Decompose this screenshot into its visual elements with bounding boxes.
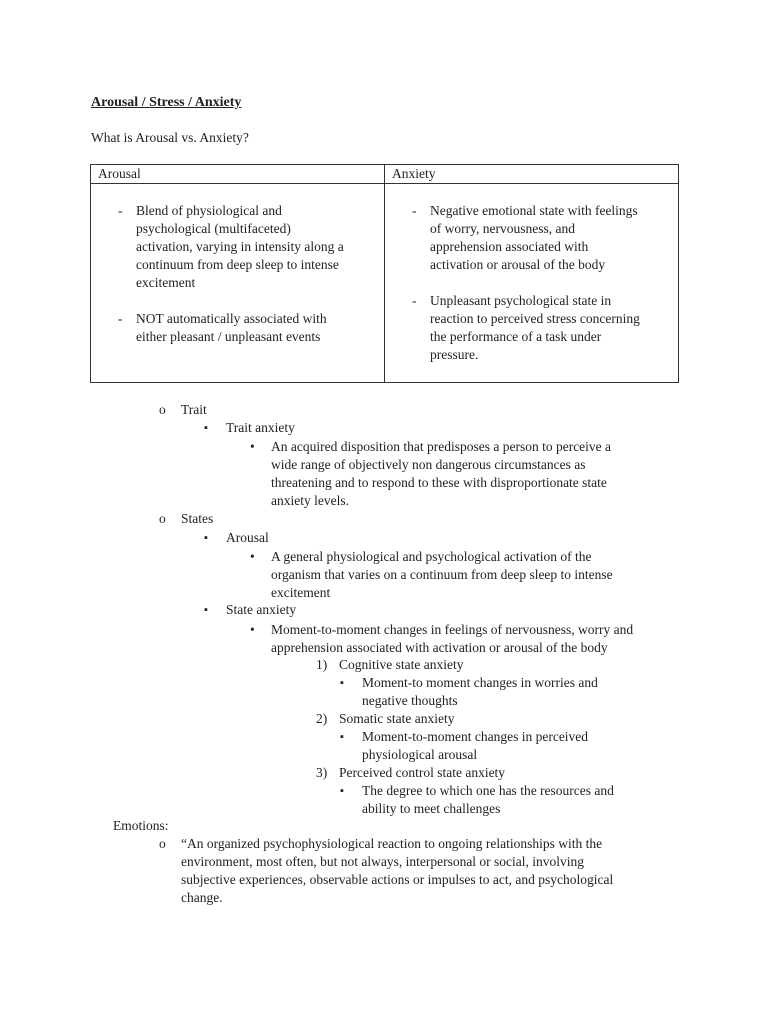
square-bullet-icon: ▪ — [340, 677, 344, 689]
circle-bullet-icon: o — [159, 402, 166, 417]
text-line: organism that varies on a continuum from deep sleep to intense — [271, 567, 613, 582]
anxiety-point — [385, 292, 672, 364]
outline-item-trait-anxiety: Trait anxiety — [226, 420, 295, 435]
text-line: environment, most often, but not always, interpersonal or social, involving — [181, 854, 585, 869]
square-bullet-icon: ▪ — [340, 785, 344, 797]
type-cognitive-label: Cognitive state anxiety — [339, 657, 464, 672]
trait-anxiety-definition — [271, 438, 611, 510]
text-line: apprehension associated with — [430, 239, 589, 254]
text-line: reaction to perceived stress concerning — [430, 311, 640, 326]
outline-item-states: States — [181, 511, 214, 526]
outline-item-state-anxiety: State anxiety — [226, 602, 297, 617]
round-bullet-icon: • — [250, 622, 255, 637]
comparison-table — [90, 164, 679, 383]
table-header-arousal: Arousal — [91, 165, 385, 184]
text-line: physiological arousal — [362, 747, 478, 762]
text-line: A general physiological and psychological activation of the — [271, 549, 592, 564]
text-line: Moment-to-moment changes in feelings of nervousness, worry and — [271, 622, 634, 637]
text-line: Moment-to moment changes in worries and — [362, 675, 598, 690]
text-line: An acquired disposition that predisposes a person to perceive a — [271, 439, 612, 454]
arousal-cell — [91, 184, 385, 383]
square-bullet-icon: ▪ — [204, 604, 208, 616]
round-bullet-icon: • — [250, 549, 255, 564]
text-line: Blend of physiological and — [136, 203, 282, 218]
text-line: wide range of objectively non dangerous circumstances as — [271, 457, 586, 472]
page-title: Arousal / Stress / Anxiety — [91, 95, 242, 110]
outline-item-arousal: Arousal — [226, 530, 269, 545]
text-line: The degree to which one has the resources and — [362, 783, 614, 798]
table-header-anxiety: Anxiety — [385, 165, 679, 184]
type-perceived-control-detail — [362, 782, 614, 818]
text-line: negative thoughts — [362, 693, 458, 708]
text-line: of worry, nervousness, and — [430, 221, 575, 236]
text-line: Negative emotional state with feelings — [430, 203, 638, 218]
dash-marker: - — [118, 203, 123, 218]
arousal-definition — [271, 548, 613, 602]
square-bullet-icon: ▪ — [204, 422, 208, 434]
list-number: 1) — [316, 657, 328, 672]
question-line: What is Arousal vs. Anxiety? — [91, 130, 249, 145]
text-line: continuum from deep sleep to intense — [136, 257, 339, 272]
text-line: ability to meet challenges — [362, 801, 501, 816]
emotions-heading: Emotions: — [113, 818, 169, 833]
dash-marker: - — [412, 293, 417, 308]
type-perceived-control-label: Perceived control state anxiety — [339, 765, 506, 780]
text-line: apprehension associated with activation or arousal of the body — [271, 640, 608, 655]
arousal-point — [91, 310, 378, 346]
text-line: activation or arousal of the body — [430, 257, 606, 272]
text-line: change. — [181, 890, 223, 905]
text-line: either pleasant / unpleasant events — [136, 329, 321, 344]
text-line: psychological (multifaceted) — [136, 221, 291, 236]
circle-bullet-icon: o — [159, 836, 166, 851]
emotions-definition — [181, 835, 613, 907]
type-cognitive-detail — [362, 674, 598, 710]
text-line: Unpleasant psychological state in — [430, 293, 612, 308]
anxiety-point — [385, 202, 672, 274]
text-line: Moment-to-moment changes in perceived — [362, 729, 589, 744]
text-line: subjective experiences, observable actions or impulses to act, and psychological — [181, 872, 614, 887]
text-line: the performance of a task under — [430, 329, 602, 344]
text-line: excitement — [136, 275, 196, 290]
dash-marker: - — [412, 203, 417, 218]
arousal-point — [91, 202, 378, 292]
text-line: pressure. — [430, 347, 479, 362]
type-somatic-label: Somatic state anxiety — [339, 711, 455, 726]
round-bullet-icon: • — [250, 439, 255, 454]
square-bullet-icon: ▪ — [340, 731, 344, 743]
text-line: NOT automatically associated with — [136, 311, 327, 326]
list-number: 2) — [316, 711, 328, 726]
circle-bullet-icon: o — [159, 511, 166, 526]
type-somatic-detail — [362, 728, 588, 764]
outline-item-trait: Trait — [181, 402, 207, 417]
text-line: activation, varying in intensity along a — [136, 239, 344, 254]
text-line: anxiety levels. — [271, 493, 349, 508]
text-line: “An organized psychophysiological reaction to ongoing relationships with the — [181, 836, 603, 851]
dash-marker: - — [118, 311, 123, 326]
anxiety-cell — [385, 184, 679, 383]
text-line: excitement — [271, 585, 331, 600]
text-line: threatening and to respond to these with disproportionate state — [271, 475, 607, 490]
list-number: 3) — [316, 765, 328, 780]
state-anxiety-definition — [271, 621, 633, 657]
square-bullet-icon: ▪ — [204, 532, 208, 544]
